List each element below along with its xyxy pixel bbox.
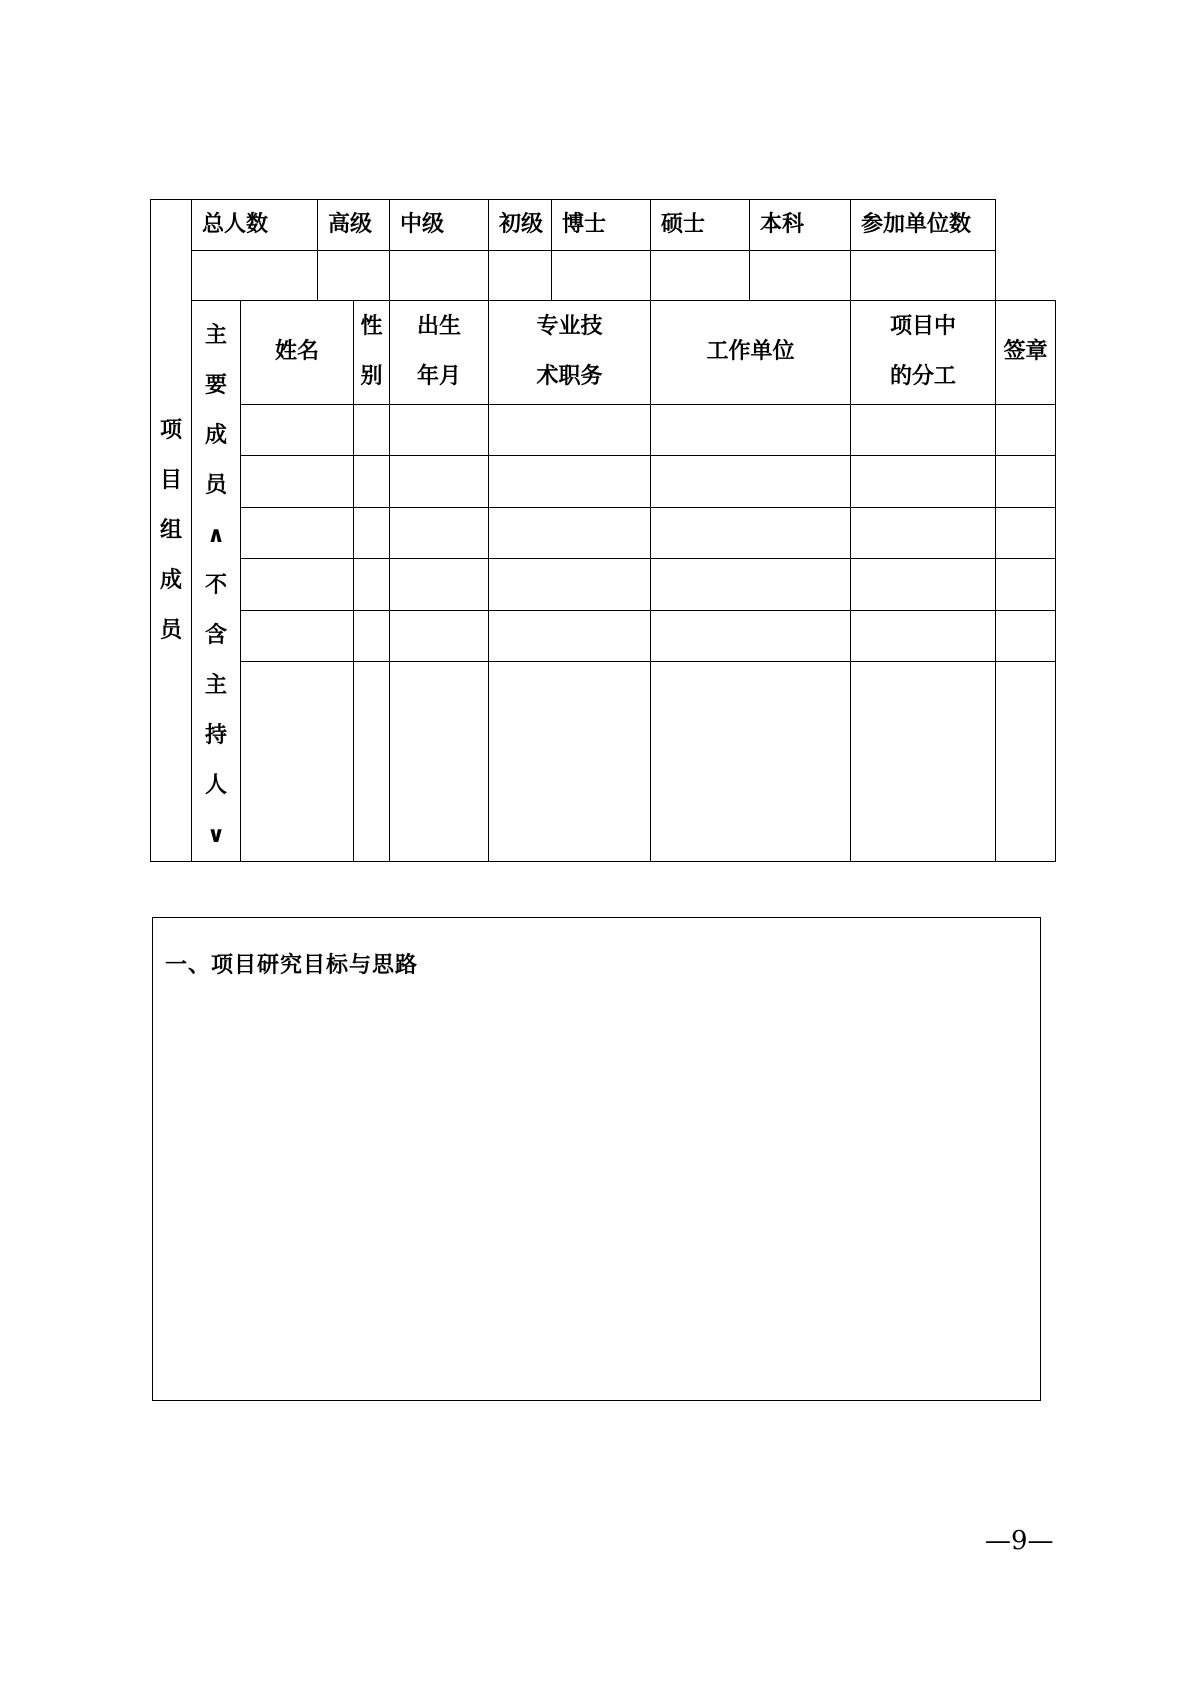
header-birth — [390, 301, 489, 405]
table-row — [151, 456, 1056, 507]
members-label-char: 不 — [204, 573, 227, 598]
header-gender — [354, 301, 390, 405]
count-header-row — [151, 200, 1056, 251]
main-members-label — [192, 301, 241, 862]
table-row — [151, 559, 1056, 610]
member-employer-cell[interactable] — [651, 559, 851, 610]
count-header-total: 总人数 — [192, 200, 318, 251]
side-label-char: 员 — [159, 617, 182, 643]
member-name-cell[interactable] — [241, 404, 354, 455]
header-employer: 工作单位 — [651, 301, 851, 405]
member-name-cell[interactable] — [241, 559, 354, 610]
research-goals-box[interactable] — [152, 917, 1041, 1401]
member-title-cell[interactable] — [489, 559, 651, 610]
member-gender-cell[interactable] — [354, 662, 390, 862]
member-role-cell[interactable] — [851, 559, 996, 610]
members-label-char: 主 — [204, 673, 227, 698]
member-role-cell[interactable] — [851, 610, 996, 661]
header-name: 姓名 — [241, 301, 354, 405]
header-title-line-2: 术职务 — [536, 364, 603, 390]
count-header-units: 参加单位数 — [851, 200, 996, 251]
member-role-cell[interactable] — [851, 507, 996, 558]
member-name-cell[interactable] — [241, 662, 354, 862]
project-members-side-label — [151, 200, 192, 862]
member-birth-cell[interactable] — [390, 662, 489, 862]
member-employer-cell[interactable] — [651, 662, 851, 862]
member-gender-cell[interactable] — [354, 610, 390, 661]
member-gender-cell[interactable] — [354, 404, 390, 455]
project-members-table — [150, 199, 1056, 862]
member-gender-cell[interactable] — [354, 507, 390, 558]
count-value-junior[interactable] — [489, 251, 552, 301]
member-title-cell[interactable] — [489, 662, 651, 862]
side-label-char: 组 — [159, 517, 182, 543]
page-number: —9— — [985, 1526, 1054, 1556]
member-role-cell[interactable] — [851, 662, 996, 862]
count-value-units[interactable] — [851, 251, 996, 301]
member-name-cell[interactable] — [241, 507, 354, 558]
table-row — [151, 404, 1056, 455]
member-birth-cell[interactable] — [390, 404, 489, 455]
count-value-master[interactable] — [651, 251, 750, 301]
header-title — [489, 301, 651, 405]
member-role-cell[interactable] — [851, 456, 996, 507]
header-birth-line-1: 出生 — [417, 314, 462, 340]
members-label-char: 成 — [204, 423, 227, 448]
member-signature-cell[interactable] — [996, 507, 1056, 558]
count-value-intermediate[interactable] — [390, 251, 489, 301]
count-header-bachelor: 本科 — [750, 200, 851, 251]
member-employer-cell[interactable] — [651, 404, 851, 455]
member-employer-cell[interactable] — [651, 456, 851, 507]
member-title-cell[interactable] — [489, 507, 651, 558]
count-header-junior: 初级 — [489, 200, 552, 251]
count-header-master: 硕士 — [651, 200, 750, 251]
header-role-line-2: 的分工 — [890, 364, 957, 390]
side-label-char: 目 — [159, 467, 182, 493]
member-gender-cell[interactable] — [354, 456, 390, 507]
count-value-bachelor[interactable] — [750, 251, 851, 301]
members-label-char: 含 — [204, 623, 227, 648]
member-employer-cell[interactable] — [651, 507, 851, 558]
member-role-cell[interactable] — [851, 404, 996, 455]
side-label-char: 成 — [159, 567, 182, 593]
member-title-cell[interactable] — [489, 456, 651, 507]
member-signature-cell[interactable] — [996, 559, 1056, 610]
count-value-row — [151, 251, 1056, 301]
count-value-senior[interactable] — [318, 251, 390, 301]
member-signature-cell[interactable] — [996, 456, 1056, 507]
side-label-char: 项 — [159, 417, 182, 443]
count-value-phd[interactable] — [552, 251, 651, 301]
header-title-line-1: 专业技 — [536, 314, 603, 340]
members-label-char: 主 — [204, 323, 227, 348]
members-label-char: ∨ — [207, 823, 225, 848]
research-goals-content[interactable] — [165, 988, 1028, 1388]
member-birth-cell[interactable] — [390, 610, 489, 661]
table-row — [151, 610, 1056, 661]
header-gender-line-1: 性 — [360, 314, 383, 340]
header-role-line-1: 项目中 — [890, 314, 957, 340]
members-label-char: ∧ — [207, 523, 225, 548]
member-birth-cell[interactable] — [390, 507, 489, 558]
member-title-cell[interactable] — [489, 610, 651, 661]
members-label-char: 持 — [204, 723, 227, 748]
member-employer-cell[interactable] — [651, 610, 851, 661]
count-header-phd: 博士 — [552, 200, 651, 251]
member-signature-cell[interactable] — [996, 662, 1056, 862]
header-gender-line-2: 别 — [360, 364, 383, 390]
member-signature-cell[interactable] — [996, 404, 1056, 455]
member-header-row — [151, 301, 1056, 405]
member-birth-cell[interactable] — [390, 559, 489, 610]
header-birth-line-2: 年月 — [417, 364, 462, 390]
header-signature: 签章 — [996, 301, 1056, 405]
member-name-cell[interactable] — [241, 456, 354, 507]
header-role — [851, 301, 996, 405]
count-header-intermediate: 中级 — [390, 200, 489, 251]
member-birth-cell[interactable] — [390, 456, 489, 507]
member-name-cell[interactable] — [241, 610, 354, 661]
count-header-senior: 高级 — [318, 200, 390, 251]
members-label-char: 员 — [204, 473, 227, 498]
table-row — [151, 507, 1056, 558]
member-signature-cell[interactable] — [996, 610, 1056, 661]
members-label-char: 要 — [204, 373, 227, 398]
research-goals-title: 一、项目研究目标与思路 — [165, 953, 419, 978]
member-gender-cell[interactable] — [354, 559, 390, 610]
table-row — [151, 662, 1056, 862]
member-title-cell[interactable] — [489, 404, 651, 455]
members-label-char: 人 — [204, 773, 227, 798]
count-value-total[interactable] — [192, 251, 318, 301]
